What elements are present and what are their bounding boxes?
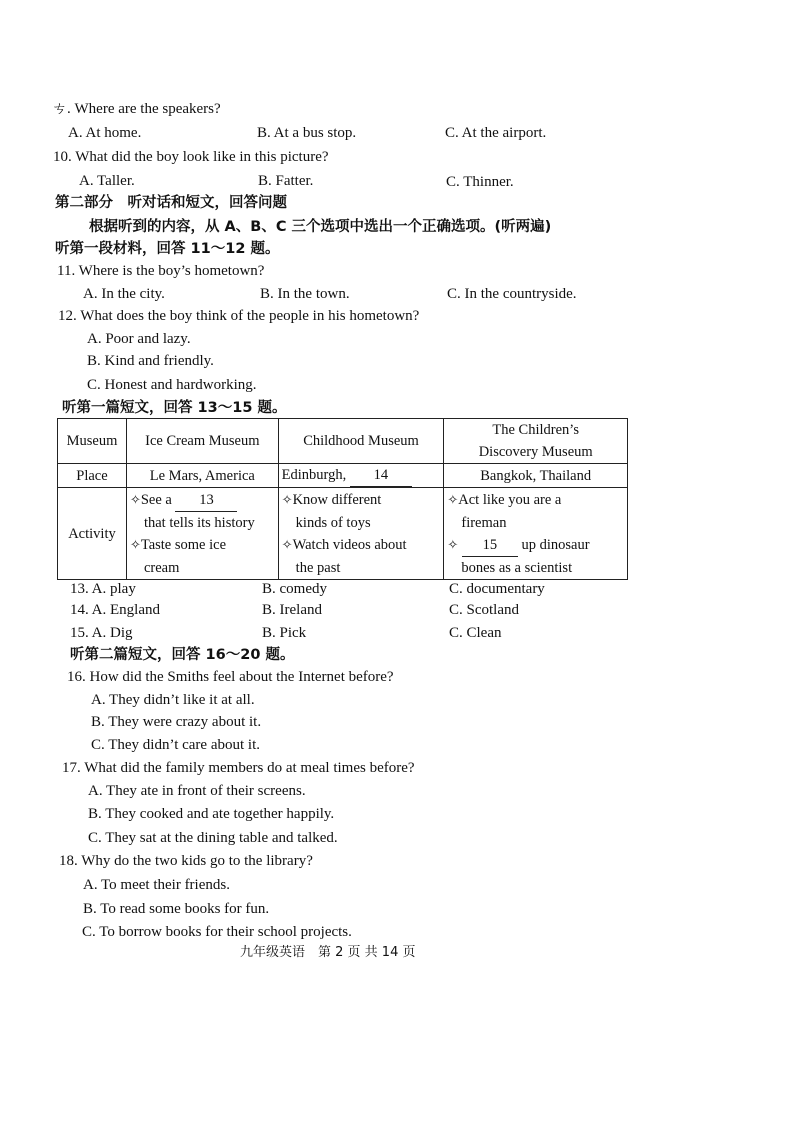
- place-ice-cream: Le Mars, America: [126, 464, 278, 488]
- star-icon: ✧: [129, 537, 141, 553]
- q17-option-b: B. They cooked and ate together happily.: [88, 806, 335, 822]
- q18-question: 18. Why do the two kids go to the library?: [59, 853, 313, 869]
- q17-question: 17. What did the family members do at meal times before?: [62, 760, 415, 776]
- table-activity-row: [58, 488, 628, 580]
- place-childhood: [278, 464, 444, 488]
- activity-discovery: [444, 488, 628, 580]
- q14-option-a: 14. A. England: [70, 602, 160, 618]
- ice-line4: cream: [143, 559, 180, 576]
- disc-activity-2: [447, 534, 624, 557]
- child-line2: kinds of toys: [295, 514, 371, 531]
- q9-question: [52, 99, 221, 119]
- header-discovery-line1: The Children’s: [492, 422, 579, 438]
- disc-line2: fireman: [461, 514, 507, 531]
- child-line3: Watch videos about: [292, 536, 407, 553]
- q14-option-c: C. Scotland: [449, 602, 519, 618]
- ice-line3: Taste some ice: [140, 536, 227, 553]
- ice-line1: See a: [140, 491, 172, 508]
- passage2-heading: 听第二篇短文，回答 16～20 题。: [70, 647, 295, 663]
- header-discovery-museum: [444, 419, 628, 464]
- q13-option-a: 13. A. play: [70, 581, 136, 597]
- q17-option-c: C. They sat at the dining table and talked.: [88, 830, 338, 846]
- blank-14: 14: [350, 464, 412, 487]
- ice-activity-2: [130, 534, 275, 557]
- page-footer: 九年级英语 第 2 页 共 14 页: [240, 945, 416, 960]
- q10-option-a: A. Taller.: [79, 173, 135, 189]
- q16-option-c: C. They didn’t care about it.: [91, 737, 260, 753]
- q18-option-b: B. To read some books for fun.: [83, 901, 270, 917]
- table-place-row: [58, 464, 628, 488]
- header-childhood-museum: Childhood Museum: [278, 419, 444, 464]
- star-icon: ✧: [281, 537, 293, 553]
- q10-option-c: C. Thinner.: [446, 174, 514, 190]
- q18-option-c: C. To borrow books for their school projects.: [82, 924, 352, 940]
- star-icon: ✧: [447, 492, 459, 508]
- activity-childhood: [278, 488, 444, 580]
- q17-option-a: A. They ate in front of their screens.: [88, 783, 306, 799]
- child-line4: the past: [295, 559, 341, 576]
- disc-activity-1: [447, 489, 624, 512]
- q9-number: ㄘ.: [52, 101, 71, 117]
- header-discovery-line2: Discovery Museum: [478, 444, 593, 460]
- q11-question: 11. Where is the boy’s hometown?: [57, 263, 265, 279]
- star-icon: ✧: [447, 537, 459, 553]
- header-ice-cream-museum: Ice Cream Museum: [126, 419, 278, 464]
- q11-option-b: B. In the town.: [260, 286, 350, 302]
- q11-option-a: A. In the city.: [83, 286, 165, 302]
- q15-option-c: C. Clean: [449, 625, 502, 641]
- q10-question: 10. What did the boy look like in this picture?: [53, 149, 329, 165]
- part2-instruction: 根据听到的内容，从 A、B、C 三个选项中选出一个正确选项。(听两遍): [89, 219, 552, 235]
- q11-option-c: C. In the countryside.: [447, 286, 577, 302]
- q13-option-b: B. comedy: [262, 581, 327, 597]
- q18-option-a: A. To meet their friends.: [83, 877, 230, 893]
- place-discovery: Bangkok, Thailand: [444, 464, 628, 488]
- child-line1: Know different: [292, 491, 382, 508]
- q16-option-a: A. They didn’t like it at all.: [91, 692, 255, 708]
- ice-line2: that tells its history: [143, 514, 255, 531]
- q12-question: 12. What does the boy think of the people in his hometown?: [58, 308, 420, 324]
- disc-line3: up dinosaur: [521, 536, 590, 553]
- q9-option-b: B. At a bus stop.: [257, 125, 357, 141]
- disc-line4: bones as a scientist: [461, 559, 573, 576]
- activity-label: Activity: [58, 488, 127, 580]
- q12-option-c: C. Honest and hardworking.: [87, 377, 257, 393]
- place-label: Place: [58, 464, 127, 488]
- child-activity-2: [282, 534, 441, 557]
- q14-option-b: B. Ireland: [262, 602, 322, 618]
- blank-13: 13: [175, 489, 237, 512]
- museum-table: [57, 418, 628, 580]
- q15-option-b: B. Pick: [262, 625, 307, 641]
- material1-heading: 听第一段材料，回答 11～12 题。: [55, 241, 280, 257]
- header-museum: Museum: [58, 419, 127, 464]
- q16-option-b: B. They were crazy about it.: [91, 714, 262, 730]
- q10-option-b: B. Fatter.: [258, 173, 314, 189]
- activity-ice-cream: [126, 488, 278, 580]
- q12-option-a: A. Poor and lazy.: [87, 331, 191, 347]
- q15-option-a: 15. A. Dig: [70, 625, 133, 641]
- star-icon: ✧: [281, 492, 293, 508]
- q16-question: 16. How did the Smiths feel about the Internet before?: [67, 669, 394, 685]
- q9-text: Where are the speakers?: [74, 101, 221, 117]
- disc-line1: Act like you are a: [458, 491, 562, 508]
- child-activity-1: [282, 489, 441, 512]
- table-header-row: [58, 419, 628, 464]
- star-icon: ✧: [129, 492, 141, 508]
- blank-15: 15: [462, 534, 518, 557]
- q13-option-c: C. documentary: [449, 581, 545, 597]
- q9-option-c: C. At the airport.: [445, 125, 547, 141]
- q12-option-b: B. Kind and friendly.: [87, 353, 214, 369]
- ice-activity-1: [130, 489, 275, 512]
- q9-option-a: A. At home.: [68, 125, 142, 141]
- place-childhood-text: Edinburgh,: [281, 467, 347, 483]
- part2-heading: 第二部分 听对话和短文，回答问题: [55, 195, 287, 211]
- passage1-heading: 听第一篇短文，回答 13～15 题。: [62, 400, 287, 416]
